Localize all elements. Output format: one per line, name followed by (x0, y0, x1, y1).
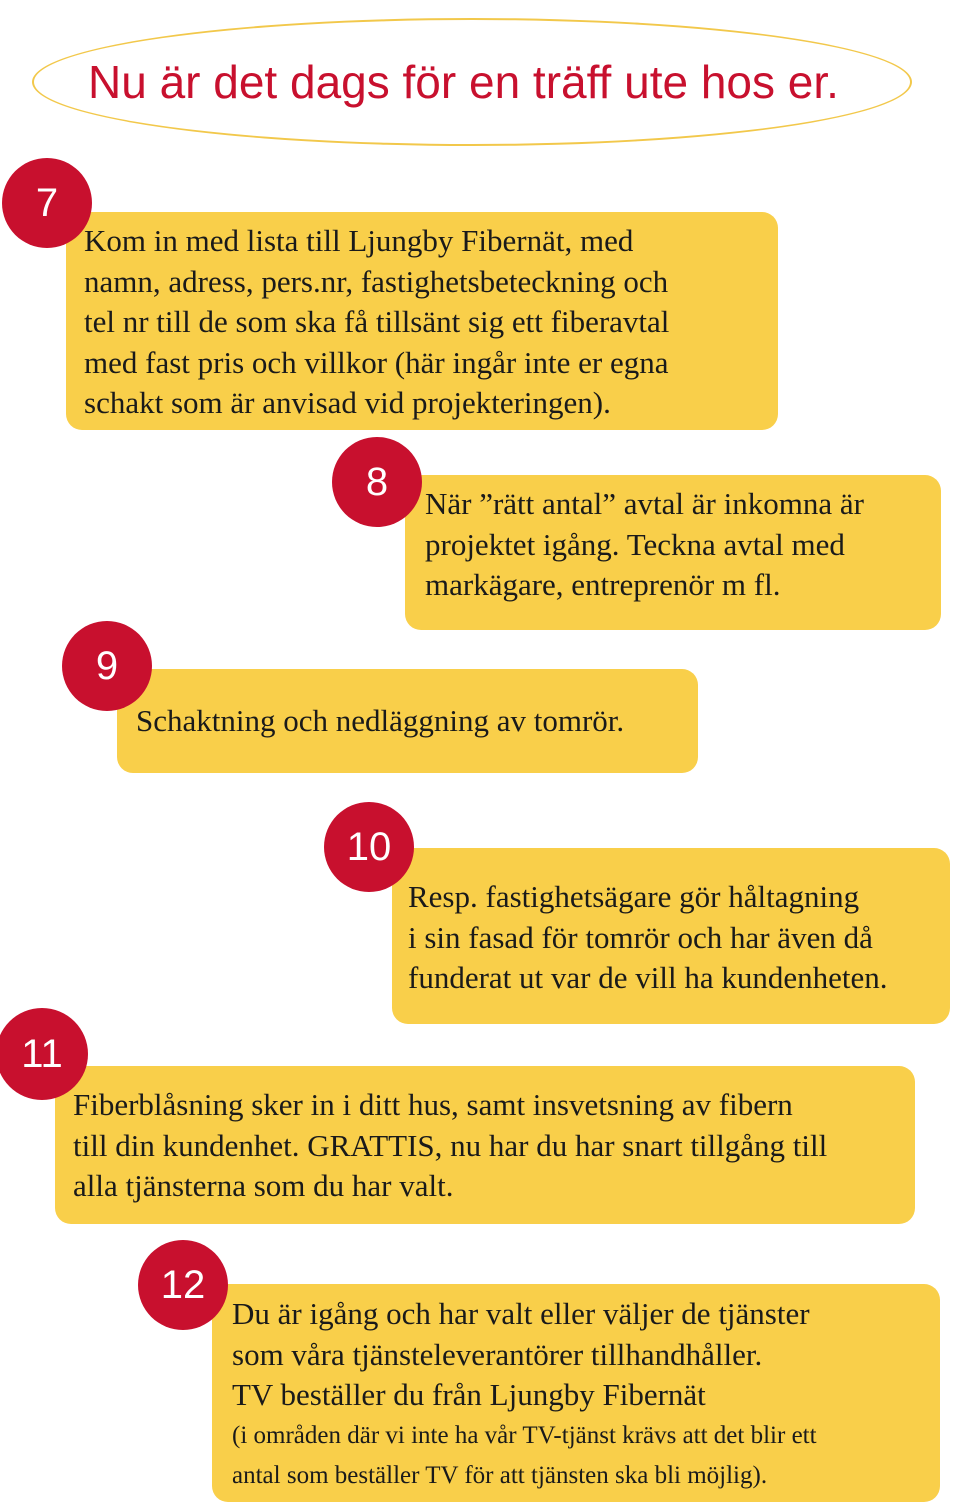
step-12-line: som våra tjänsteleverantörer tillhandhåller. (232, 1336, 763, 1372)
step-11-badge: 11 (0, 1008, 88, 1100)
step-11-line: alla tjänsterna som du har valt. (73, 1168, 454, 1203)
step-9-line: Schaktning och nedläggning av tomrör. (136, 703, 625, 738)
step-7-line: namn, adress, pers.nr, fastighetsbeteckning och (84, 263, 669, 299)
step-12-badge: 12 (138, 1240, 228, 1330)
step-12-note-line: antal som beställer TV för att tjänsten ska bli möjlig). (232, 1461, 768, 1489)
step-11-text (73, 1085, 827, 1207)
step-10-line: i sin fasad för tomrör och har även då (408, 919, 873, 955)
step-11-line: Fiberblåsning sker in i ditt hus, samt insvetsning av fibern (73, 1087, 793, 1122)
step-9-badge: 9 (62, 621, 152, 711)
step-9-text (136, 701, 624, 742)
step-12-text (232, 1294, 817, 1496)
step-8-text (425, 484, 864, 606)
step-10-line: Resp. fastighetsägare gör håltagning (408, 879, 860, 914)
step-8-line: markägare, entreprenör m fl. (425, 567, 781, 602)
step-7-line: med fast pris och villkor (här ingår inte er egna (84, 344, 669, 380)
step-10-badge: 10 (324, 802, 414, 892)
step-8-badge: 8 (332, 437, 422, 527)
step-12-note-line: (i områden där vi inte ha vår TV-tjänst krävs att det blir ett (232, 1421, 817, 1449)
step-12-line: TV beställer du från Ljungby Fibernät (232, 1377, 706, 1412)
step-7-badge: 7 (2, 158, 92, 248)
page-title: Nu är det dags för en träff ute hos er. (88, 56, 839, 108)
step-7-line: tel nr till de som ska få tillsänt sig ett fiberavtal (84, 304, 670, 339)
step-8-line: När ”rätt antal” avtal är inkomna är (425, 486, 864, 521)
step-10-text (408, 877, 887, 999)
step-10-line: funderat ut var de vill ha kundenheten. (408, 960, 888, 995)
step-7-line: schakt som är anvisad vid projekteringen). (84, 385, 611, 420)
step-11-line: till din kundenhet. GRATTIS, nu har du har snart tillgång till (73, 1127, 828, 1163)
step-8-line: projektet igång. Teckna avtal med (425, 526, 845, 562)
step-7-text (84, 221, 669, 424)
step-7-line: Kom in med lista till Ljungby Fibernät, med (84, 223, 634, 258)
step-12-line: Du är igång och har valt eller väljer de tjänster (232, 1296, 810, 1331)
